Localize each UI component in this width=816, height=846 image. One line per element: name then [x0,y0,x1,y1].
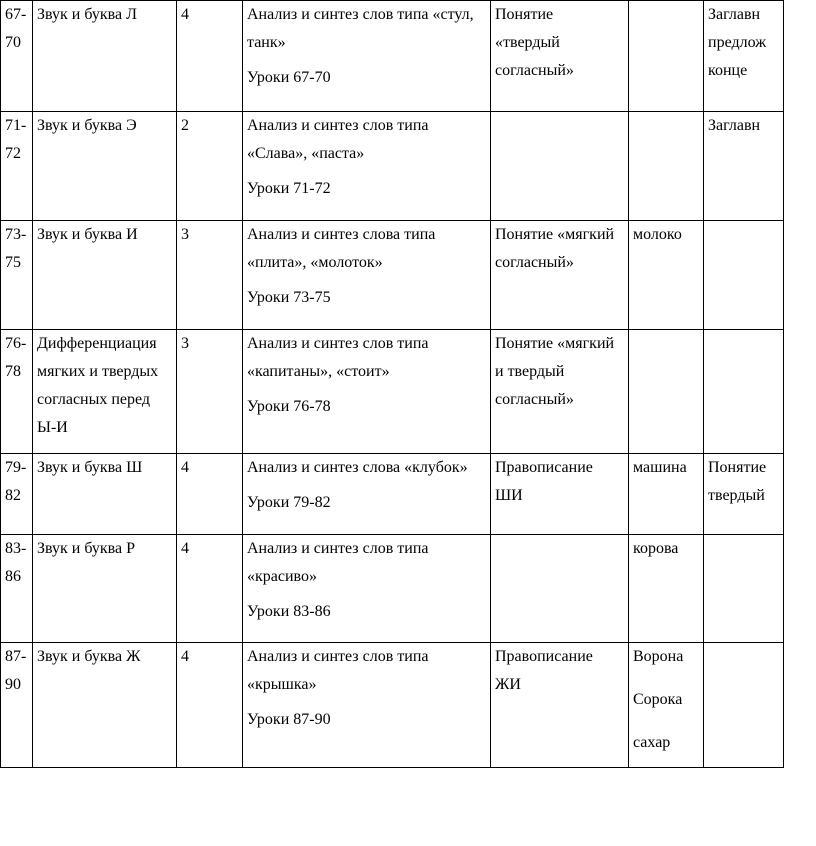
hours-text: 3 [181,226,189,243]
lesson-number-start: 76- [5,335,27,352]
vocabulary-word: сахар [633,734,671,751]
lessons-text: Уроки 79-82 [247,494,331,511]
lessons-text: Уроки 73-75 [247,289,331,306]
topic-cell [33,1,177,112]
concept-cell [491,112,629,221]
extra-text: Понятие [708,459,767,476]
table-row [1,454,784,535]
extra-cell [704,535,784,643]
lesson-number-cell [1,221,33,330]
analysis-text: Анализ и синтез слова «клубок» [247,459,468,476]
analysis-text: Анализ и синтез слов типа [247,335,429,352]
table-row [1,535,784,643]
lesson-number-end: 90 [5,676,21,693]
vocabulary-cell [629,1,704,112]
analysis-text: Анализ и синтез слова типа [247,226,436,243]
topic-cell [33,112,177,221]
vocabulary-cell [629,112,704,221]
hours-text: 4 [181,459,189,476]
concept-cell [491,454,629,535]
analysis-cell [243,221,491,330]
analysis-cell [243,535,491,643]
lesson-number-start: 83- [5,540,27,557]
topic-cell [33,643,177,768]
analysis-text-cont: танк» [247,34,286,51]
hours-cell [177,1,243,112]
vocabulary-word: молоко [633,226,682,243]
extra-text: Заглавн [708,6,761,23]
analysis-text: Анализ и синтез слов типа «стул, [247,6,474,23]
topic-text-cont: согласных перед [37,391,151,408]
vocabulary-cell [629,221,704,330]
lessons-text: Уроки 87-90 [247,711,331,728]
topic-cell [33,454,177,535]
lessons-text: Уроки 83-86 [247,603,331,620]
analysis-cell [243,330,491,454]
analysis-text-cont: «Слава», «паста» [247,145,365,162]
analysis-text-cont: «крышка» [247,676,317,693]
lesson-number-end: 78 [5,363,21,380]
table-row [1,221,784,330]
vocabulary-cell [629,535,704,643]
lessons-text: Уроки 76-78 [247,398,331,415]
extra-cell [704,1,784,112]
lesson-number-start: 79- [5,459,27,476]
analysis-text: Анализ и синтез слов типа [247,117,429,134]
lesson-number-cell [1,112,33,221]
lesson-number-end: 70 [5,34,21,51]
topic-text-cont: Ы-И [37,419,68,436]
extra-cell [704,112,784,221]
hours-text: 4 [181,648,189,665]
lesson-number-cell [1,535,33,643]
concept-text: Понятие «мягкий [495,335,615,352]
topic-text: Звук и буква Л [37,6,137,23]
extra-text-cont: твердый [708,487,765,504]
concept-text-cont: и твердый [495,363,565,380]
hours-cell [177,454,243,535]
hours-cell [177,112,243,221]
hours-cell [177,330,243,454]
lesson-number-start: 71- [5,117,27,134]
hours-text: 4 [181,540,189,557]
vocabulary-word: Ворона [633,648,684,665]
analysis-cell [243,1,491,112]
hours-cell [177,643,243,768]
lesson-number-cell [1,1,33,112]
lesson-number-start: 87- [5,648,27,665]
concept-cell [491,535,629,643]
vocabulary-word: корова [633,540,679,557]
topic-text: Звук и буква И [37,226,138,243]
topic-cell [33,330,177,454]
analysis-text-cont: «красиво» [247,568,317,585]
concept-text-cont: «твердый [495,34,560,51]
topic-text: Звук и буква Э [37,117,137,134]
hours-text: 2 [181,117,189,134]
vocabulary-cell [629,454,704,535]
lesson-number-cell [1,454,33,535]
concept-text-cont: согласный» [495,62,574,79]
extra-cell [704,221,784,330]
hours-text: 3 [181,335,189,352]
vocabulary-cell [629,643,704,768]
analysis-text-cont: «плита», «молоток» [247,254,383,271]
concept-cell [491,1,629,112]
lessons-text: Уроки 67-70 [247,69,331,86]
lesson-number-end: 72 [5,145,21,162]
lesson-number-end: 75 [5,254,21,271]
table-row [1,330,784,454]
lesson-number-cell [1,330,33,454]
concept-text: Понятие [495,6,554,23]
concept-text-cont: согласный» [495,391,574,408]
topic-cell [33,535,177,643]
table-row [1,643,784,768]
table-row [1,1,784,112]
vocabulary-word: машина [633,459,687,476]
lesson-number-end: 82 [5,487,21,504]
vocabulary-cell [629,330,704,454]
extra-text: Заглавн [708,117,761,134]
topic-text: Дифференциация [37,335,157,352]
concept-text: Правописание [495,648,593,665]
analysis-cell [243,643,491,768]
extra-cell [704,643,784,768]
hours-cell [177,535,243,643]
extra-cell [704,330,784,454]
topic-text: Звук и буква Ж [37,648,141,665]
lesson-number-start: 67- [5,6,27,23]
concept-text-cont: согласный» [495,254,574,271]
analysis-cell [243,112,491,221]
concept-text-cont: ЖИ [495,676,521,693]
concept-text-cont: ШИ [495,487,523,504]
concept-cell [491,330,629,454]
hours-text: 4 [181,6,189,23]
concept-text: Правописание [495,459,593,476]
extra-text-cont: предлож [708,34,767,51]
topic-cell [33,221,177,330]
lesson-number-start: 73- [5,226,27,243]
lesson-number-cell [1,643,33,768]
analysis-text-cont: «капитаны», «стоит» [247,363,390,380]
concept-cell [491,643,629,768]
hours-cell [177,221,243,330]
analysis-cell [243,454,491,535]
concept-cell [491,221,629,330]
lessons-text: Уроки 71-72 [247,180,331,197]
concept-text: Понятие «мягкий [495,226,615,243]
lesson-number-end: 86 [5,568,21,585]
topic-text: Звук и буква Ш [37,459,143,476]
topic-text-cont: мягких и твердых [37,363,159,380]
vocabulary-word: Сорока [633,691,683,708]
extra-cell [704,454,784,535]
extra-text-cont: конце [708,62,748,79]
analysis-text: Анализ и синтез слов типа [247,540,429,557]
table-row [1,112,784,221]
analysis-text: Анализ и синтез слов типа [247,648,429,665]
topic-text: Звук и буква Р [37,540,136,557]
